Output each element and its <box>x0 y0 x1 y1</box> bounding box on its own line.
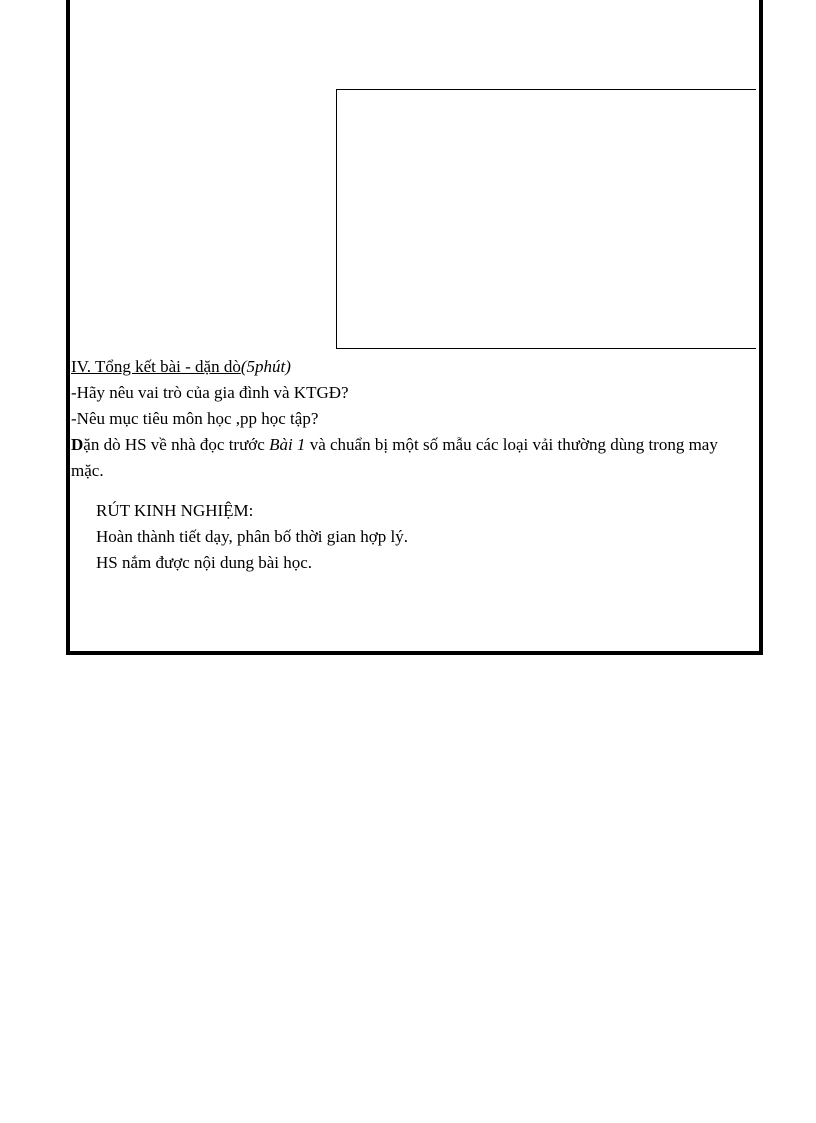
question-2: -Nêu mục tiêu môn học ,pp học tập? <box>71 409 319 428</box>
question-1: -Hãy nêu vai trò của gia đình và KTGĐ? <box>71 383 349 402</box>
homework-text-a: ặn dò HS về nhà đọc trước <box>83 435 270 454</box>
review-line-1: Hoàn thành tiết dạy, phân bố thời gian hợp lý. <box>96 527 408 546</box>
lesson-content <box>71 354 751 576</box>
homework-first-letter: D <box>71 435 84 454</box>
section-heading-time: (5phút) <box>240 357 291 376</box>
spacer <box>71 484 751 498</box>
homework-instruction <box>71 432 751 484</box>
homework-lesson: Bài 1 <box>269 435 306 454</box>
homework-text-b: và chuẩn bị một số mẫu các loại vải thường dùng trong may mặc. <box>71 435 718 480</box>
section-heading <box>71 354 751 380</box>
table-cell-box <box>336 89 756 349</box>
section-heading-title: IV. Tổng kết bài - dặn dò <box>71 357 241 376</box>
review-title: RÚT KINH NGHIỆM: <box>96 501 254 520</box>
review-line-2: HS nắm được nội dung bài học. <box>96 553 313 572</box>
